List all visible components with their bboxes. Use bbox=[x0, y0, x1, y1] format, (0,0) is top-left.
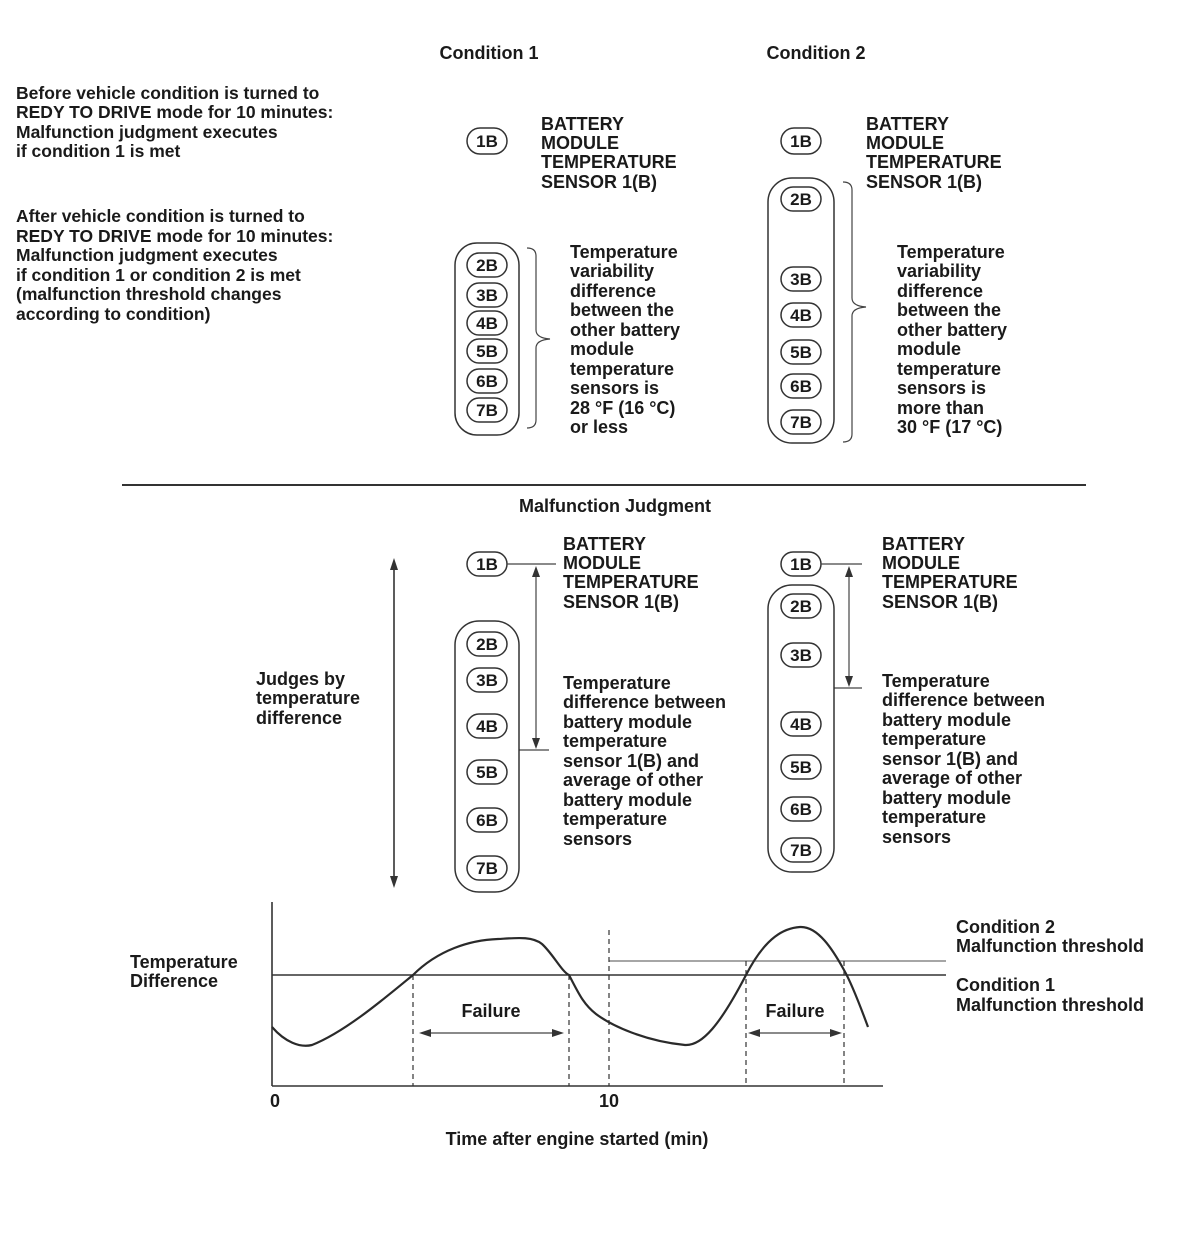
note-before-line: REDY TO DRIVE mode for 10 minutes: bbox=[16, 102, 334, 122]
judgment-1-description bbox=[563, 673, 726, 849]
condition-text-line: more than bbox=[897, 398, 985, 418]
condition-text-line: module bbox=[897, 339, 962, 359]
note-after bbox=[16, 206, 333, 324]
condition-text-line: temperature bbox=[570, 359, 675, 379]
sensor-id: 1B bbox=[476, 555, 498, 574]
condition-1-sensor-label bbox=[541, 114, 677, 192]
condition-2-sensor-group bbox=[768, 178, 834, 443]
condition-1-brace bbox=[527, 248, 550, 428]
sensor-id: 3B bbox=[790, 646, 812, 665]
condition-1-sensor-group bbox=[455, 243, 519, 435]
sensor-id: 4B bbox=[476, 314, 498, 333]
sensor-label-line: SENSOR 1(B) bbox=[882, 592, 999, 612]
sensor-label-line: SENSOR 1(B) bbox=[541, 172, 658, 192]
condition-text-line: between the bbox=[570, 300, 675, 320]
condition-1-header: Condition 1 bbox=[439, 43, 539, 63]
note-after-line: according to condition) bbox=[16, 304, 211, 324]
sensor-id: 2B bbox=[790, 190, 812, 209]
sensor-label-line: MODULE bbox=[563, 553, 641, 573]
sensor-id: 2B bbox=[476, 635, 498, 654]
sensor-id: 3B bbox=[476, 671, 498, 690]
diff-text-line: temperature bbox=[563, 809, 668, 829]
sensor-id: 6B bbox=[790, 377, 812, 396]
threshold-chart bbox=[130, 902, 1144, 1149]
sensor-id: 7B bbox=[790, 413, 812, 432]
failure-2-span-arrow bbox=[748, 1029, 842, 1037]
sensor-label-line: TEMPERATURE bbox=[563, 572, 699, 592]
x-tick-label: 10 bbox=[598, 1091, 620, 1111]
diff-text-line: temperature bbox=[882, 807, 987, 827]
diff-text-line: battery module bbox=[882, 788, 1012, 808]
condition-text-line: 30 °F (17 °C) bbox=[897, 417, 1003, 437]
diff-text-line: sensor 1(B) and bbox=[882, 749, 1019, 769]
condition-1-threshold-label: Condition 1 bbox=[956, 975, 1055, 995]
sensor-label-line: TEMPERATURE bbox=[882, 572, 1018, 592]
condition-text-line: between the bbox=[897, 300, 1002, 320]
sensor-id: 7B bbox=[476, 859, 498, 878]
failure-2-label: Failure bbox=[765, 1001, 825, 1021]
diff-text-line: average of other bbox=[563, 770, 704, 790]
note-after-line: if condition 1 or condition 2 is met bbox=[16, 265, 301, 285]
condition-text-line: Temperature bbox=[897, 242, 1005, 262]
sensor-id: 5B bbox=[476, 342, 498, 361]
judges-label-line: difference bbox=[256, 708, 343, 728]
sensor-label-line: BATTERY bbox=[541, 114, 624, 134]
judgment-2-description bbox=[882, 671, 1045, 847]
sensor-id: 3B bbox=[790, 270, 812, 289]
judgment-2-sensor-group bbox=[768, 585, 834, 872]
judges-label-line: Judges by bbox=[256, 669, 346, 689]
condition-text-line: sensors is bbox=[570, 378, 660, 398]
sensor-id: 6B bbox=[790, 800, 812, 819]
diff-text-line: difference between bbox=[563, 692, 727, 712]
condition-text-line: difference bbox=[897, 281, 984, 301]
diff-text-line: battery module bbox=[563, 790, 693, 810]
condition-2-brace bbox=[843, 182, 866, 442]
diff-text-line: average of other bbox=[882, 768, 1023, 788]
diff-text-line: difference between bbox=[882, 690, 1046, 710]
condition-text-line: temperature bbox=[897, 359, 1002, 379]
sensor-id: 3B bbox=[476, 286, 498, 305]
sensor-id: 4B bbox=[476, 717, 498, 736]
note-before-line: Before vehicle condition is turned to bbox=[16, 83, 320, 103]
judgment-2-sensor-1 bbox=[781, 552, 821, 576]
failure-1-span-arrow bbox=[419, 1029, 564, 1037]
sensor-label-line: TEMPERATURE bbox=[866, 152, 1002, 172]
diff-text-line: sensor 1(B) and bbox=[563, 751, 700, 771]
condition-1-description bbox=[570, 242, 680, 437]
judges-vertical-arrow bbox=[390, 558, 398, 888]
sensor-id: 5B bbox=[790, 758, 812, 777]
diff-text-line: temperature bbox=[882, 729, 987, 749]
note-after-line: After vehicle condition is turned to bbox=[16, 206, 305, 226]
sensor-id: 6B bbox=[476, 811, 498, 830]
condition-text-line: variability bbox=[570, 261, 655, 281]
temperature-difference-curve bbox=[272, 927, 868, 1046]
condition-text-line: 28 °F (16 °C) bbox=[570, 398, 676, 418]
sensor-label-line: MODULE bbox=[541, 133, 619, 153]
sensor-id: 5B bbox=[790, 343, 812, 362]
sensor-id: 6B bbox=[476, 372, 498, 391]
note-after-line: REDY TO DRIVE mode for 10 minutes: bbox=[16, 226, 334, 246]
sensor-label-line: SENSOR 1(B) bbox=[563, 592, 680, 612]
condition-text-line: sensors is bbox=[897, 378, 987, 398]
diff-text-line: sensors bbox=[563, 829, 633, 849]
diff-text-line: temperature bbox=[563, 731, 668, 751]
sensor-id: 2B bbox=[790, 597, 812, 616]
condition-2-header: Condition 2 bbox=[766, 43, 866, 63]
sensor-id: 1B bbox=[790, 555, 812, 574]
condition-text-line: other battery bbox=[897, 320, 1008, 340]
condition-2-threshold-label: Malfunction threshold bbox=[956, 936, 1144, 956]
diff-text-line: battery module bbox=[563, 712, 693, 732]
note-before-line: if condition 1 is met bbox=[16, 141, 181, 161]
condition-1-sensor-1 bbox=[467, 128, 507, 154]
condition-2-threshold-label: Condition 2 bbox=[956, 917, 1055, 937]
note-before bbox=[16, 83, 333, 161]
judges-label-line: temperature bbox=[256, 688, 361, 708]
diff-text-line: Temperature bbox=[882, 671, 990, 691]
y-axis-label: Difference bbox=[130, 971, 219, 991]
x-tick-label: 0 bbox=[269, 1091, 281, 1111]
sensor-id: 7B bbox=[790, 841, 812, 860]
malfunction-judgment-header: Malfunction Judgment bbox=[519, 496, 711, 516]
sensor-label-line: BATTERY bbox=[563, 534, 646, 554]
sensor-label-line: BATTERY bbox=[866, 114, 949, 134]
diff-text-line: sensors bbox=[882, 827, 952, 847]
condition-2-sensor-label bbox=[866, 114, 1002, 192]
judgment-1-sensor-1 bbox=[467, 552, 507, 576]
sensor-label-line: TEMPERATURE bbox=[541, 152, 677, 172]
condition-2-description bbox=[897, 242, 1007, 437]
sensor-id: 1B bbox=[476, 132, 498, 151]
sensor-label-line: BATTERY bbox=[882, 534, 965, 554]
condition-text-line: other battery bbox=[570, 320, 681, 340]
note-after-line: Malfunction judgment executes bbox=[16, 245, 278, 265]
sensor-label-line: MODULE bbox=[866, 133, 944, 153]
condition-text-line: variability bbox=[897, 261, 982, 281]
judgment-2-sensor-label bbox=[882, 534, 1018, 612]
x-axis-label: Time after engine started (min) bbox=[445, 1129, 709, 1149]
diff-text-line: Temperature bbox=[563, 673, 671, 693]
condition-text-line: Temperature bbox=[570, 242, 678, 262]
condition-1-threshold-label: Malfunction threshold bbox=[956, 995, 1144, 1015]
condition-text-line: module bbox=[570, 339, 635, 359]
judges-label bbox=[256, 669, 360, 728]
sensor-id: 7B bbox=[476, 401, 498, 420]
note-before-line: Malfunction judgment executes bbox=[16, 122, 278, 142]
sensor-label-line: SENSOR 1(B) bbox=[866, 172, 983, 192]
condition-2-sensor-1 bbox=[781, 128, 821, 154]
diff-text-line: battery module bbox=[882, 710, 1012, 730]
sensor-group-outline bbox=[455, 621, 519, 892]
failure-1-label: Failure bbox=[461, 1001, 521, 1021]
condition-text-line: or less bbox=[570, 417, 629, 437]
judgment-1-sensor-label bbox=[563, 534, 699, 612]
note-after-line: (malfunction threshold changes bbox=[16, 284, 282, 304]
condition-text-line: difference bbox=[570, 281, 657, 301]
sensor-id: 4B bbox=[790, 715, 812, 734]
sensor-id: 2B bbox=[476, 256, 498, 275]
judgment-1-sensor-group bbox=[455, 621, 519, 892]
sensor-id: 4B bbox=[790, 306, 812, 325]
y-axis-label: Temperature bbox=[130, 952, 238, 972]
sensor-label-line: MODULE bbox=[882, 553, 960, 573]
sensor-id: 5B bbox=[476, 763, 498, 782]
sensor-id: 1B bbox=[790, 132, 812, 151]
